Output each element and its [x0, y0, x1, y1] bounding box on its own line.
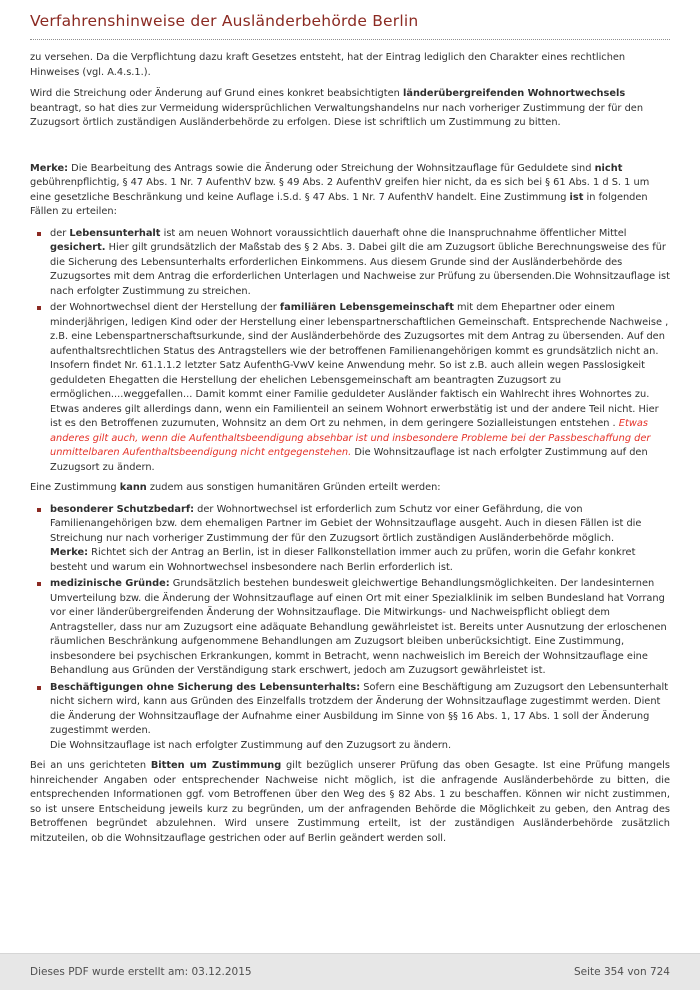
bullet-square-icon: [37, 232, 41, 236]
bold-text: Bitten um Zustimmung: [150, 760, 282, 771]
bold-text: Merke:: [30, 162, 69, 174]
bold-text: medizinische Gründe:: [50, 578, 170, 589]
bullet-item: [37, 681, 670, 754]
bullet-text: [50, 578, 667, 676]
bullet-square-icon: [37, 686, 41, 690]
text-segment: der: [50, 227, 70, 239]
bullet-item: [37, 227, 670, 300]
text-segment: zu versehen. Da die Verpflichtung dazu kraft Gesetzes entsteht, hat der Eintrag lediglich den Charakter eines rechtlichen Hinweises (vgl. A.4.s.1.).: [30, 52, 626, 78]
text-segment: zudem aus sonstigen humanitären Gründen erteilt werden:: [146, 482, 441, 493]
text-segment: beantragt, so hat dies zur Vermeidung widersprüchlichen Verwaltungshandelns nur nach vorheriger Zustimmung der für den Zuzugsort örtlich zuständigen Ausländerbehörde zu erfolgen. Diese ist schriftlich um Zustimmung zu bitten.: [30, 102, 644, 128]
document-body: [30, 51, 670, 846]
text-segment: Bei an uns gerichteten: [30, 760, 151, 771]
text-segment: der Wohnortwechsel dient der Herstellung der: [50, 302, 280, 313]
bold-text: besonderer Schutzbedarf:: [50, 503, 195, 515]
bold-text: Lebensunterhalt: [69, 227, 161, 239]
bullet-square-icon: [37, 508, 41, 512]
text-segment: mit dem Ehepartner oder einem minderjährigen, ledigen Kind oder der Herstellung einer lebenspartnerschaftlichen Gemeinschaft. Entsprechende Nachweise , z.B. eine Lebenspartnerschaftsurkunde, sind der Ausländerbehörde des Zuzugsortes mit dem Antrag zu übersenden. Auf den aufenthaltsrechtlichen Status des Antragstellers wie der betroffenen Familienangehörigen kommt es grundsätzlich nicht an. Insofern findet Nr. 61.1.1.2 letzter Satz AufenthG-VwV keine Anwendung mehr. So ist z.B. auch allein wegen Passlosigkeit geduldeten Ehegatten die Herstellung der ehelichen Lebensgemeinschaft am beantragten Zuzugsort zu ermöglichen....weggefallen... Damit kommt einer Familie geduldeter Ausländer faktisch ein Wahlrecht ihres Wohnortes zu. Etwas anderes gilt allerdings dann, wenn ein Familienteil an seinem Wohnort erwerbstätig ist und der andere Teil nicht. Hier ist es den Betroffenen zuzumuten, Wohnsitz an dem Ort zu nehmen, in dem geringere Sozialleistungen entstehen .: [50, 302, 669, 429]
bullet-square-icon: [37, 306, 41, 310]
text-segment: Die Bearbeitung des Antrags sowie die Änderung oder Streichung der Wohnsitzauflage für Geduldete sind: [68, 162, 595, 174]
paragraph: [30, 162, 670, 220]
vertical-spacer: [30, 138, 670, 162]
bold-text: ist: [569, 191, 584, 203]
bullet-square-icon: [37, 582, 41, 586]
footer-bar: [0, 953, 700, 990]
text-segment: gilt bezüglich unserer Prüfung das oben Gesagte. Ist eine Prüfung mangels hinreichender Angaben oder entsprechender Nachweise nicht möglich, ist die anfragende Ausländerbehörde zu bitten, die entsprechenden Informationen ggf. vom Betroffenen über den Weg des § 82 Abs. 1 zu beschaffen. Können wir nicht zustimmen, so ist unsere Entscheidung jeweils kurz zu begründen, um der anfragenden Behörde die Möglichkeit zu geben, den Antrag des Betroffenen begründet abzulehnen. Wird unsere Zustimmung erteilt, ist der zuständigen Ausländerbehörde zusätzlich mitzuteilen, ob die Wohnsitzauflage gestrichen oder auf Berlin geändert werden soll.: [30, 760, 670, 844]
paragraph: [30, 87, 670, 131]
bullet-text: [50, 302, 668, 473]
text-segment: Hier gilt grundsätzlich der Maßstab des § 2 Abs. 3. Dabei gilt die am Zuzugsort übliche Berechnungsweise des für die Sicherung des Lebensunterhalts erforderlichen Einkommens. Aus diesem Grunde sind der Ausländerbehörde des Zuzugsortes mit dem Antrag die erforderlichen Unterlagen und Nachweise zur Prüfung zu übersenden.Die Wohnsitzauflage ist nach erfolgter Zustimmung zu streichen.: [50, 242, 670, 297]
text-segment: ist am neuen Wohnort voraussichtlich dauerhaft ohne die Inanspruchnahme öffentlicher Mittel: [160, 227, 627, 239]
bold-text: nicht: [594, 162, 623, 174]
bullet-item: [37, 301, 670, 475]
text-segment: gebührenpflichtig, § 47 Abs. 1 Nr. 7 AufenthV bzw. § 49 Abs. 2 AufenthV greifen hier nicht, da es sich bei § 61 Abs. 1 d S. 1 um eine gesetzliche Beschränkung und keine Auflage i.S.d. § 47 Abs. 1 Nr. 7 AufenthV handelt. Eine Zustimmung: [30, 177, 650, 203]
bullet-list: [30, 503, 670, 754]
paragraph: [30, 51, 670, 80]
text-segment: Die Wohnsitzauflage ist nach erfolgter Zustimmung auf den Zuzugsort zu ändern.: [50, 739, 452, 751]
bold-text: länderübergreifenden Wohnortwechsels: [402, 88, 626, 99]
bold-text: Beschäftigungen ohne Sicherung des Lebensunterhalts:: [50, 681, 361, 693]
bold-text: familiären Lebensgemeinschaft: [279, 302, 454, 313]
text-segment: Richtet sich der Antrag an Berlin, ist in dieser Fallkonstellation immer auch zu prüfen, worin die Gefahr konkret besteht und warum ein Wohnortwechsel insbesondere nach Berlin erforderlich ist.: [50, 547, 636, 573]
text-segment: der Wohnortwechsel ist erforderlich zum Schutz vor einer Gefährdung, die von Familienangehörigen bzw. dem ehemaligen Partner im Gebiet der Wohnsitzauflage ausgeht. Auch in diesen Fällen ist die Streichung nur nach vorheriger Zustimmung der für den Zuzugsort örtlich zuständigen Ausländerbehörde möglich.: [50, 503, 642, 544]
text-segment: Die Wohnsitzauflage ist nach erfolgter Zustimmung auf den Zuzugsort zu ändern.: [50, 447, 648, 473]
text-segment: Sofern eine Beschäftigung am Zuzugsort den Lebensunterhalt nicht sichern wird, kann aus Gründen des Einzelfalls trotzdem der Änderung der Wohnsitzauflage zugestimmt werden. Dient die Änderung der Wohnsitzauflage der Aufnahme einer Ausbildung im Sinne von §§ 16 Abs. 1, 17 Abs. 1 soll der Änderung zugestimmt werden.: [50, 681, 669, 736]
paragraph: [30, 481, 670, 496]
bullet-item: [37, 577, 670, 679]
text-segment: Wird die Streichung oder Änderung auf Grund eines konkret beabsichtigten: [30, 88, 403, 99]
paragraph: [30, 759, 670, 846]
bullet-item: [37, 503, 670, 576]
bold-text: kann: [119, 482, 147, 493]
bullet-text: [50, 228, 670, 297]
bold-text: Merke:: [50, 547, 89, 558]
text-segment: in folgenden Fällen zu erteilen:: [30, 191, 648, 217]
bullet-text: [50, 682, 668, 751]
text-segment: Eine Zustimmung: [30, 482, 120, 493]
text-segment: Grundsätzlich bestehen bundesweit gleichwertige Behandlungsmöglichkeiten. Der landesinternen Umverteilung bzw. die Änderung der Wohnsitzauflage auf einen Ort mit einer Spezialklinik im selben Bundesland hat Vorrang vor einer länderübergreifenden Änderung der Wohnsitzauflage. Die Mitwirkungs- und Nachweispflicht obliegt dem Antragsteller, dass nur am Zuzugsort eine adäquate Behandlung gewährleistet ist. Bereits unter Ausnutzung der erloschenen räumlichen Beschränkung aufgenommene Behandlungen am Zuzugsort bleiben unberücksichtigt. Eine Zustimmung, insbesondere bei psychischen Erkrankungen, kommt in Betracht, wenn nachweislich im Bereich der Wohnsitzauflage eine Behandlung aus Gründen der Verständigung stark erschwert, jedoch am Zuzugsort gewährleistet ist.: [50, 578, 667, 676]
red-note-text: Etwas anderes gilt auch, wenn die Aufenthaltsbeendigung absehbar ist und insbesondere Probleme bei der Passbeschaffung der unmittelbaren Aufenthaltsbeendigung nicht entgegenstehen.: [50, 418, 651, 458]
document-header: [30, 12, 670, 40]
bold-text: gesichert.: [50, 242, 106, 253]
footer-created-date: Dieses PDF wurde erstellt am: 03.12.2015: [30, 966, 252, 978]
footer-page-number: Seite 354 von 724: [573, 966, 670, 978]
page-title: Verfahrenshinweise der Ausländerbehörde Berlin: [30, 12, 419, 30]
bullet-text: [50, 504, 641, 573]
bullet-list: [30, 227, 670, 476]
